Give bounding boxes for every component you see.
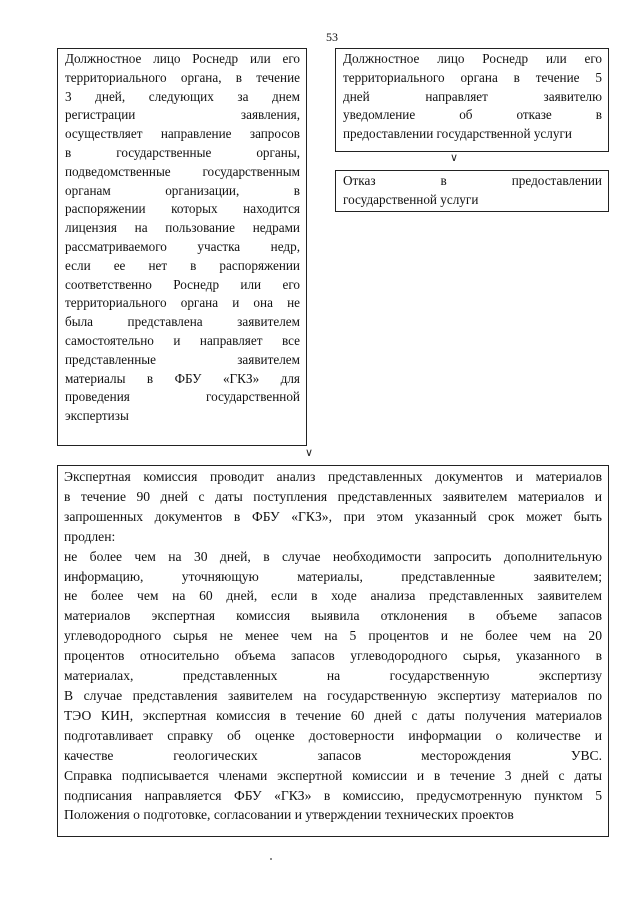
expert-commission-text-line: ТЭО КИН, экспертная комиссия в течение 60 дней с даты получения материалов [64,707,602,723]
expert-commission-text-line: информацию, уточняющую материалы, представленные заявителем; [64,568,602,584]
refusal-notice-text-line: предоставлении государственной услуги [343,126,572,142]
request-step-text-line: самостоятельно и направляет все [65,332,300,348]
request-step-text-line: 3 дней, следующих за днем [65,88,300,104]
expert-commission-text-line: в течение 90 дней с даты поступления представленных заявителем материалов и [64,488,602,504]
request-step-text-line: лицензия на пользование недрами [65,220,300,236]
expert-commission-text-line: материалах, представленных на государственную экспертизу [64,668,602,684]
refusal-notice-text-line: дней направляет заявителю [343,88,602,104]
expert-commission-step-box [57,465,609,837]
request-step-text-line: территориального органа, в течение [65,69,300,85]
request-step-text-line: если ее нет в распоряжении [65,257,300,273]
request-step-text-line: органам организации, в [65,182,300,198]
request-step-text-line: в государственные органы, [65,144,300,160]
request-step-text-line: распоряжении которых находится [65,201,300,217]
refusal-result-text-line: Отказ в предоставлении [343,173,602,188]
expert-commission-text-line: подписания направляется ФБУ «ГКЗ» в комиссию, предусмотренную пунктом 5 [64,787,602,803]
request-step-box [57,48,307,446]
arrow-down-icon: ∨ [450,151,459,164]
expert-commission-text-line: подготавливает справку об оценке достоверности информации о количестве и [64,727,602,743]
request-step-text-line: территориального органа и она не [65,295,300,311]
refusal-result-text-line: государственной услуги [343,191,479,207]
expert-commission-text-line: запрошенных документов в ФБУ «ГКЗ», при этом указанный срок может быть [64,508,602,524]
expert-commission-text-line: В случае представления заявителем на государственную экспертизу материалов по [64,687,602,703]
request-step-text-line: представленные заявителем [65,351,300,367]
refusal-notice-text-line: уведомление об отказе в [343,107,602,123]
page-number: 53 [326,30,338,44]
request-step-text-line: экспертизы [65,408,129,424]
refusal-notice-step-box [335,48,609,152]
request-step-text-line: подведомственные государственным [65,163,300,179]
expert-commission-text-line: Справка подписывается членами экспертной комиссии и в течение 3 дней с даты [64,767,602,783]
expert-commission-text-line: продлен: [64,528,116,544]
request-step-text-line: проведения государственной [65,389,300,405]
refusal-notice-text-line: территориального органа в течение 5 [343,69,602,85]
expert-commission-text-line: материалов экспертная комиссия выявила отклонения в объеме запасов [64,608,602,624]
refusal-notice-text-line: Должностное лицо Роснедр или его [343,51,602,66]
request-step-text-line: осуществляет направление запросов [65,126,300,142]
request-step-text-line: была представлена заявителем [65,314,300,330]
request-step-text-line: рассматриваемого участка недр, [65,238,300,254]
request-step-text-line: регистрации заявления, [65,107,300,123]
expert-commission-text-line: не более чем на 60 дней, если в ходе анализа представленных заявителем [64,588,602,604]
request-step-text-line: Должностное лицо Роснедр или его [65,51,300,66]
expert-commission-text-line: процентов относительно объема запасов углеводородного сырья, указанного в [64,648,602,664]
request-step-text-line: материалы в ФБУ «ГКЗ» для [65,370,300,386]
expert-commission-text-line: углеводородного сырья не менее чем на 5 процентов и не более чем на 20 [64,628,602,644]
arrow-down-icon: ∨ [305,446,314,459]
expert-commission-text-line: Экспертная комиссия проводит анализ представленных документов и материалов [64,469,602,484]
expert-commission-text-line: не более чем на 30 дней, в случае необходимости запросить дополнительную [64,548,602,564]
request-step-text-line: соответственно Роснедр или его [65,276,300,292]
scan-speck [270,858,272,860]
refusal-result-box [335,170,609,212]
expert-commission-text-line: Положения о подготовке, согласовании и утверждении технических проектов [64,807,514,823]
expert-commission-text-line: качестве геологических запасов месторождения УВС. [64,747,602,763]
